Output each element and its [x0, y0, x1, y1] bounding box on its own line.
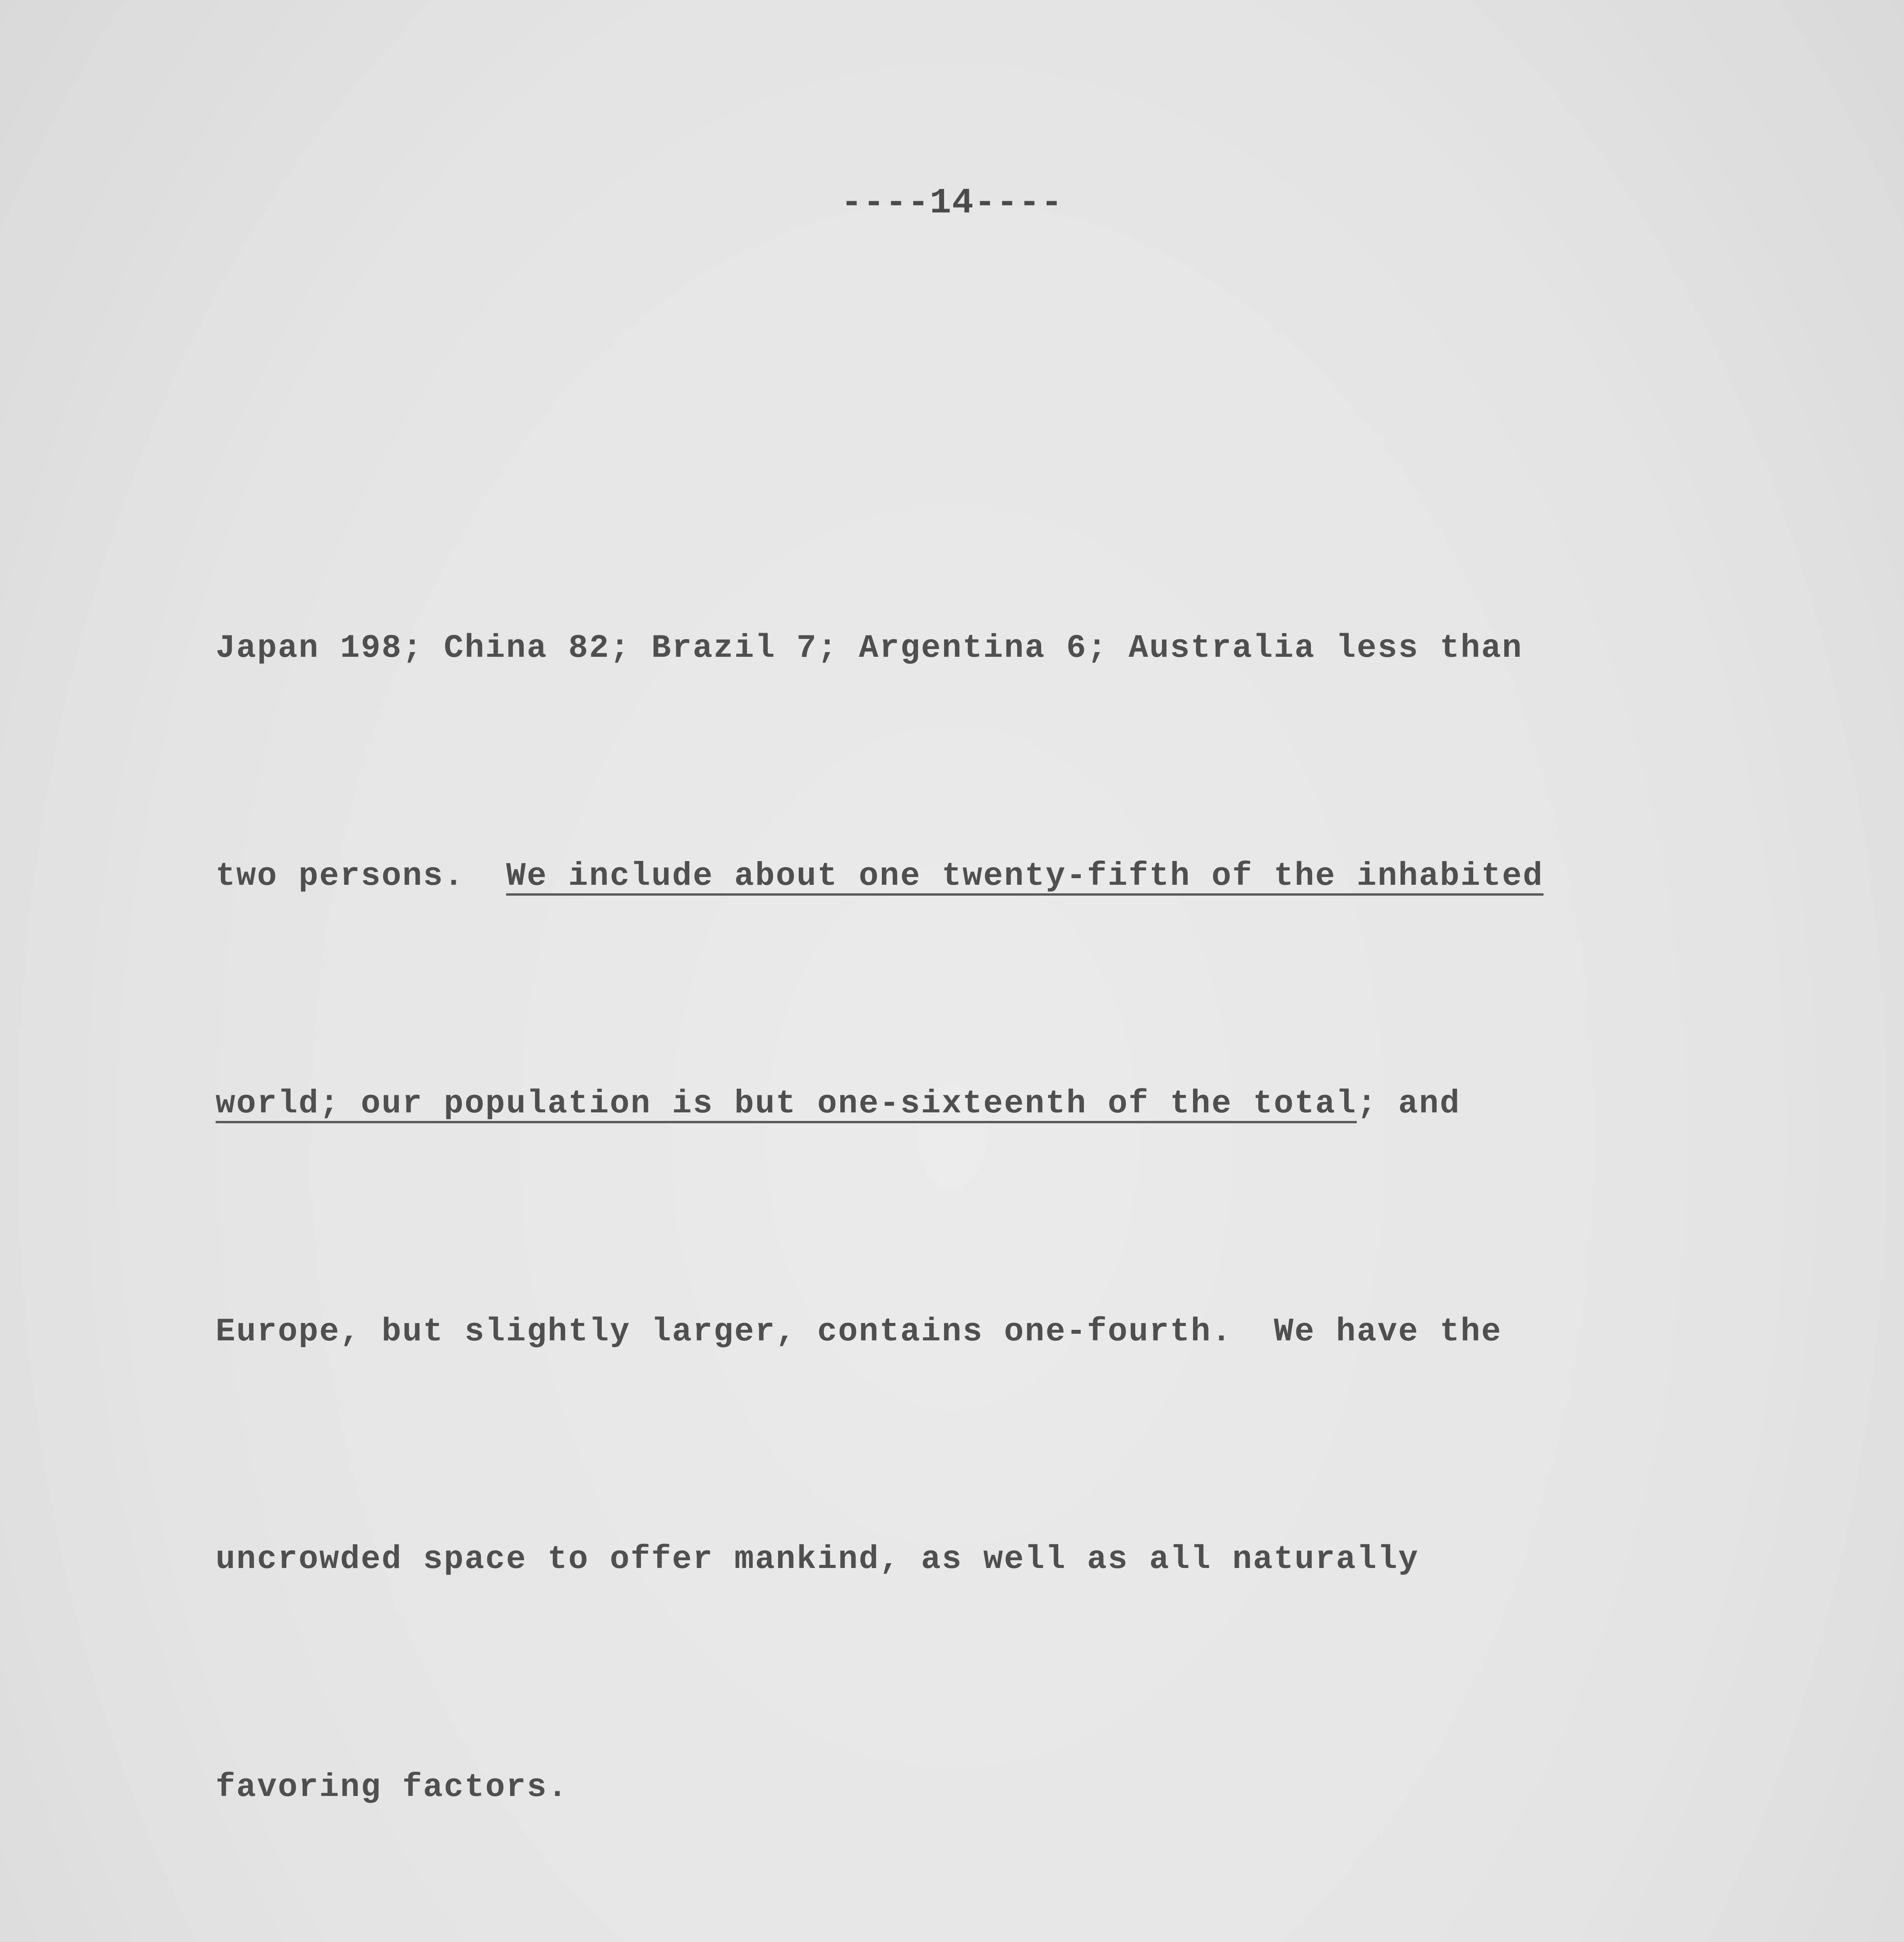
underlined-text: We include about one twenty-fifth of the inhabited: [506, 858, 1544, 895]
text-line: [216, 839, 1770, 915]
text-line: [216, 1066, 1770, 1142]
body-text: [216, 307, 1770, 1942]
text-line: favoring factors.: [216, 1769, 568, 1806]
text-line: Europe, but slightly larger, contains one-fourth. We have the: [216, 1313, 1502, 1350]
text-line: uncrowded space to offer mankind, as well as all naturally: [216, 1541, 1419, 1578]
text-span: two persons.: [216, 858, 506, 895]
underlined-text: world; our population is but one-sixteenth of the total: [216, 1086, 1357, 1122]
text-span: ; and: [1357, 1086, 1461, 1122]
text-line: Japan 198; China 82; Brazil 7; Argentina 6; Australia less than: [216, 630, 1523, 667]
page-number: ----14----: [841, 183, 1063, 223]
